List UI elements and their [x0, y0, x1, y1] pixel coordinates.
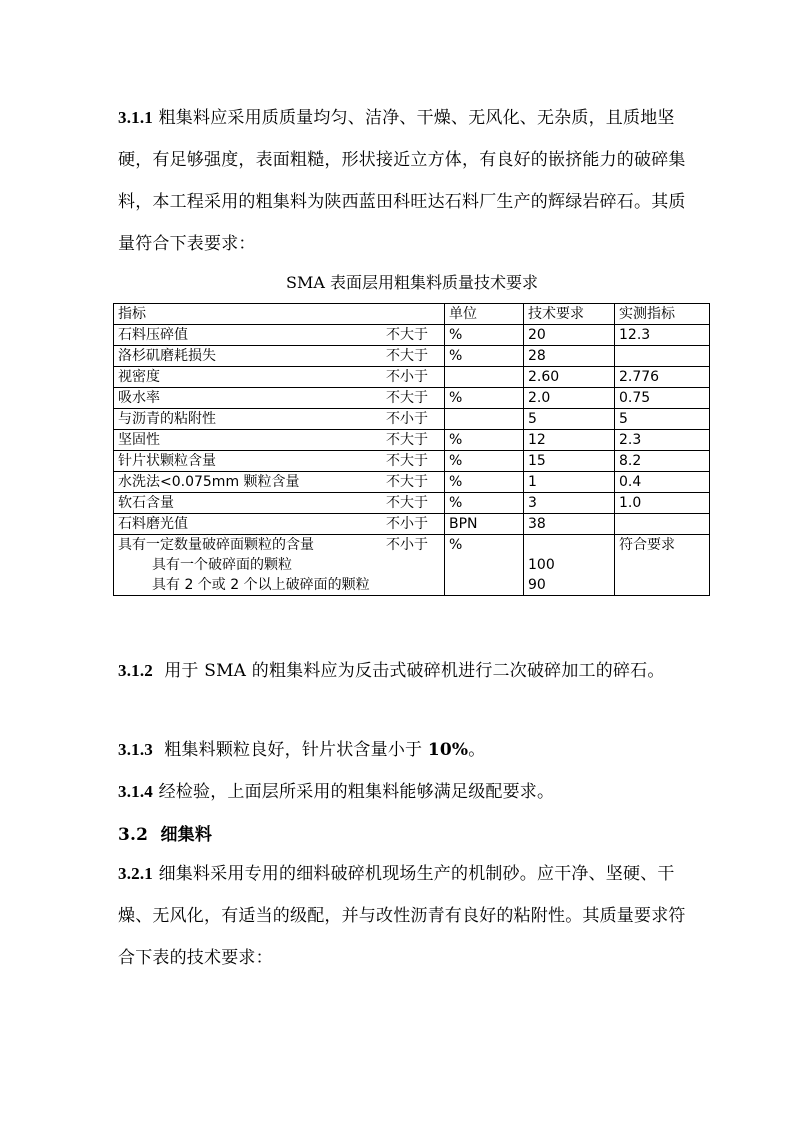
unit-cell [445, 409, 524, 430]
header-requirement: 技术要求 [524, 304, 615, 325]
limit-qualifier: 不大于 [386, 327, 428, 343]
requirement-cell: 38 [524, 514, 615, 535]
unit-cell: % [445, 493, 524, 514]
indicator-name: 软石含量 [118, 495, 174, 511]
measured-cell: 1.0 [615, 493, 710, 514]
measured-cell [615, 346, 710, 367]
header-measured: 实测指标 [615, 304, 710, 325]
requirement-cell: 2.60 [524, 367, 615, 388]
measured-cell: 0.4 [615, 472, 710, 493]
table-row [114, 346, 710, 367]
unit-cell: % [445, 472, 524, 493]
indicator-name: 坚固性 [118, 432, 160, 448]
requirement-cell: 5 [524, 409, 615, 430]
table-row [114, 451, 710, 472]
limit-qualifier: 不大于 [386, 432, 428, 448]
indicator-name: 洛杉矶磨耗损失 [118, 348, 216, 364]
unit-cell: % [445, 388, 524, 409]
limit-qualifier: 不大于 [386, 474, 428, 490]
unit-cell: % [445, 451, 524, 472]
header-unit: 单位 [445, 304, 524, 325]
unit-cell: BPN [445, 514, 524, 535]
header-indicator: 指标 [114, 304, 445, 325]
section-number: 3.2.1 [118, 864, 153, 883]
paragraph-3-1-3 [118, 732, 688, 768]
indicator-name: 水洗法<0.075mm 颗粒含量 [118, 474, 300, 490]
paragraph-text: 粗集料应采用质质量均匀、洁净、干燥、无风化、无杂质，且质地坚硬，有足够强度，表面粗糙，形状接近立方体，有良好的嵌挤能力的破碎集料，本工程采用的粗集料为陕西蓝田科旺达石料厂生产的辉绿岩碎石。其质量符合下表要求： [118, 108, 686, 254]
paragraph-3-1-2 [118, 650, 688, 692]
indicator-cell [114, 451, 445, 472]
unit-cell: % [445, 535, 524, 596]
section-title: 细集料 [160, 825, 213, 845]
measured-cell: 2.776 [615, 367, 710, 388]
limit-qualifier: 不小于 [386, 537, 428, 553]
requirement-two-faces: 90 [528, 577, 546, 593]
limit-qualifier: 不小于 [386, 411, 428, 427]
paragraph-3-1-4 [118, 774, 688, 810]
paragraph-text: 用于 SMA 的粗集料应为反击式破碎机进行二次破碎加工的碎石。 [164, 661, 665, 681]
limit-qualifier: 不小于 [386, 369, 428, 385]
requirement-cell: 1 [524, 472, 615, 493]
indicator-cell [114, 535, 445, 596]
indicator-name: 石料压碎值 [118, 327, 188, 343]
indicator-name: 视密度 [118, 369, 160, 385]
paragraph-text: 经检验，上面层所采用的粗集料能够满足级配要求。 [158, 782, 555, 802]
table-row [114, 514, 710, 535]
section-number: 3.2 [118, 825, 149, 845]
section-number: 3.1.2 [118, 661, 153, 680]
table-row [114, 325, 710, 346]
indicator-cell [114, 472, 445, 493]
paragraph-3-2-1 [118, 853, 688, 979]
coarse-aggregate-spec-table [113, 303, 710, 596]
requirement-one-face: 100 [528, 557, 555, 573]
measured-cell: 8.2 [615, 451, 710, 472]
limit-qualifier: 不大于 [386, 453, 428, 469]
table-row [114, 493, 710, 514]
sub-indicator-one-face: 具有一个破碎面的颗粒 [152, 557, 292, 573]
indicator-cell [114, 430, 445, 451]
unit-cell: % [445, 325, 524, 346]
paragraph-text: 细集料采用专用的细料破碎机现场生产的机制砂。应干净、坚硬、干燥、无风化，有适当的级配，并与改性沥青有良好的粘附性。其质量要求符合下表的技术要求： [118, 864, 686, 968]
section-number: 3.1.3 [118, 740, 153, 759]
limit-qualifier: 不大于 [386, 348, 428, 364]
indicator-cell [114, 409, 445, 430]
sub-indicator-two-faces: 具有 2 个或 2 个以上破碎面的颗粒 [152, 577, 370, 593]
indicator-cell [114, 493, 445, 514]
requirement-cell: 12 [524, 430, 615, 451]
indicator-cell [114, 514, 445, 535]
table-row [114, 388, 710, 409]
section-number: 3.1.1 [118, 108, 153, 127]
table-row [114, 472, 710, 493]
measured-cell [615, 514, 710, 535]
indicator-cell [114, 346, 445, 367]
unit-cell [445, 367, 524, 388]
measured-cell: 2.3 [615, 430, 710, 451]
requirement-cell: 2.0 [524, 388, 615, 409]
indicator-cell [114, 388, 445, 409]
indicator-name: 石料磨光值 [118, 516, 188, 532]
table-row [114, 367, 710, 388]
paragraph-text: 粗集料颗粒良好，针片状含量小于 [164, 740, 428, 760]
percent-value: 10% [427, 740, 469, 760]
indicator-name: 具有一定数量破碎面颗粒的含量 [118, 537, 314, 553]
table-row-crushed-faces [114, 535, 710, 596]
unit-cell: % [445, 346, 524, 367]
requirement-cell: 28 [524, 346, 615, 367]
table-row [114, 409, 710, 430]
indicator-name: 吸水率 [118, 390, 160, 406]
limit-qualifier: 不大于 [386, 495, 428, 511]
section-heading-3-2 [118, 817, 688, 853]
limit-qualifier: 不大于 [386, 390, 428, 406]
requirement-cell [524, 535, 615, 596]
indicator-cell [114, 367, 445, 388]
requirement-cell: 20 [524, 325, 615, 346]
requirement-cell: 15 [524, 451, 615, 472]
section-number: 3.1.4 [118, 782, 153, 801]
measured-cell: 0.75 [615, 388, 710, 409]
unit-cell: % [445, 430, 524, 451]
table-header-row [114, 304, 710, 325]
indicator-name: 与沥青的粘附性 [118, 411, 216, 427]
limit-qualifier: 不小于 [386, 516, 428, 532]
measured-cell: 12.3 [615, 325, 710, 346]
paragraph-text-end: 。 [468, 740, 486, 760]
indicator-name: 针片状颗粒含量 [118, 453, 216, 469]
measured-cell: 5 [615, 409, 710, 430]
table-row [114, 430, 710, 451]
requirement-cell: 3 [524, 493, 615, 514]
paragraph-3-1-1 [118, 97, 688, 265]
indicator-cell [114, 325, 445, 346]
measured-cell: 符合要求 [615, 535, 710, 596]
table-caption: SMA 表面层用粗集料质量技术要求 [286, 273, 538, 292]
